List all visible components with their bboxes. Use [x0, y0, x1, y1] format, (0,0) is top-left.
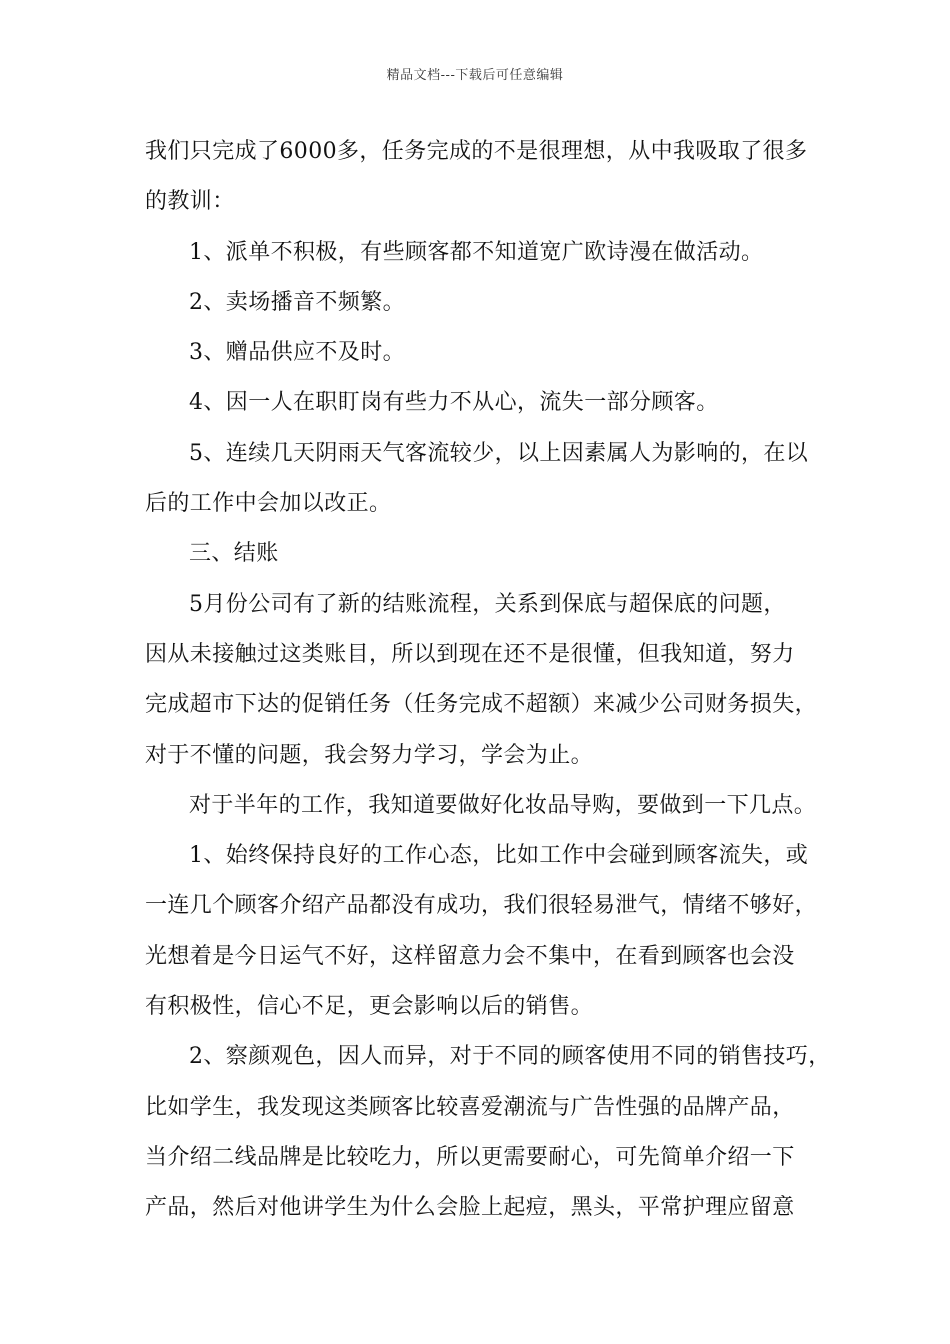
list-item: 4、因一人在职盯岗有些力不从心，流失一部分顾客。: [189, 390, 719, 416]
document-body: [145, 132, 831, 1239]
text-line: 当介绍二线品牌是比较吃力，所以更需要耐心，可先简单介绍一下: [145, 1144, 795, 1170]
text-line: 后的工作中会加以改正。: [145, 491, 392, 517]
list-item: 2、察颜观色，因人而异，对于不同的顾客使用不同的销售技巧，: [189, 1044, 831, 1070]
list-item: 3、赠品供应不及时。: [189, 340, 405, 366]
list-item: 1、派单不积极，有些顾客都不知道宽广欧诗漫在做活动。: [189, 239, 764, 265]
text-line: 比如学生，我发现这类顾客比较喜爱潮流与广告性强的品牌产品，: [145, 1094, 795, 1120]
text-line: 一连几个顾客介绍产品都没有成功，我们很轻易泄气，情绪不够好，: [145, 893, 818, 919]
text-line: 的教训：: [145, 189, 235, 215]
text-line: 5月份公司有了新的结账流程，关系到保底与超保底的问题，: [189, 591, 786, 617]
text-line: 对于不懂的问题，我会努力学习，学会为止。: [145, 742, 594, 768]
list-item: 1、始终保持良好的工作心态，比如工作中会碰到顾客流失，或: [189, 843, 809, 869]
page-header: 精品文档---下载后可任意编辑: [386, 68, 564, 83]
text-line: 对于半年的工作，我知道要做好化妆品导购，要做到一下几点。: [189, 792, 817, 818]
text-line: 光想着是今日运气不好，这样留意力会不集中，在看到顾客也会没: [145, 943, 795, 969]
text-line: 我们只完成了6000多，任务完成的不是很理想，从中我吸取了很多: [145, 139, 808, 164]
text-line: 因从未接触过这类账目，所以到现在还不是很懂，但我知道，努力: [145, 641, 795, 667]
list-item: 2、卖场播音不频繁。: [189, 289, 405, 315]
text-line: 产品，然后对他讲学生为什么会脸上起痘，黑头，平常护理应留意: [145, 1195, 795, 1221]
section-heading: 三、结账: [189, 541, 279, 567]
text-line: 完成超市下达的促销任务（任务完成不超额）来减少公司财务损失，: [145, 692, 818, 718]
list-item: 5、连续几天阴雨天气客流较少，以上因素属人为影响的，在以: [189, 440, 809, 466]
text-line: 有积极性，信心不足，更会影响以后的销售。: [145, 994, 594, 1020]
